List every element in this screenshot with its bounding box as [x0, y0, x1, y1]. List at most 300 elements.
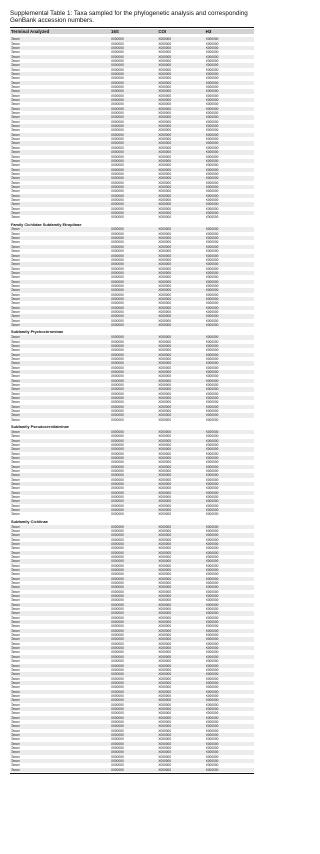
accession-cell: X000000 — [111, 533, 124, 538]
taxon-cell: Taxon — [11, 50, 20, 55]
accession-cell: X000000 — [158, 163, 172, 168]
accession-cell: X000000 — [205, 37, 219, 42]
accession-cell: X000000 — [158, 533, 172, 538]
table-section — [10, 223, 254, 328]
taxon-cell: Taxon — [11, 76, 20, 81]
accession-cell: X000000 — [158, 503, 172, 508]
taxon-cell: Taxon — [11, 460, 20, 465]
taxon-cell: Taxon — [11, 253, 20, 258]
accession-cell: X000000 — [158, 262, 172, 267]
accession-cell: X000000 — [158, 434, 172, 439]
accession-cell: X000000 — [158, 429, 172, 434]
accession-cell: X000000 — [158, 447, 172, 452]
taxon-cell: Taxon — [11, 724, 20, 729]
accession-cell: X000000 — [158, 611, 172, 616]
accession-cell: X000000 — [158, 374, 172, 379]
accession-cell: X000000 — [205, 71, 219, 76]
accession-cell: X000000 — [205, 455, 219, 460]
accession-cell: X000000 — [205, 119, 219, 124]
accession-cell: X000000 — [111, 374, 124, 379]
section-rows — [10, 37, 254, 219]
taxon-cell: Taxon — [11, 589, 20, 594]
taxon-cell: Taxon — [11, 283, 20, 288]
accession-cell: X000000 — [205, 361, 219, 366]
accession-cell: X000000 — [158, 210, 172, 215]
accession-cell: X000000 — [158, 706, 172, 711]
accession-cell: X000000 — [111, 654, 124, 659]
accession-cell: X000000 — [111, 702, 124, 707]
accession-cell: X000000 — [158, 693, 172, 698]
table-section — [10, 330, 254, 422]
accession-cell: X000000 — [111, 693, 124, 698]
accession-cell: X000000 — [111, 382, 124, 387]
taxon-cell: Taxon — [11, 356, 20, 361]
accession-cell: X000000 — [111, 754, 124, 759]
accession-cell: X000000 — [158, 85, 172, 89]
accession-cell: X000000 — [205, 698, 219, 703]
accession-cell: X000000 — [205, 746, 219, 751]
accession-cell: X000000 — [205, 468, 219, 473]
accession-cell: X000000 — [205, 253, 219, 258]
accession-cell: X000000 — [205, 567, 219, 572]
taxon-cell: Taxon — [11, 641, 20, 646]
accession-cell: X000000 — [158, 89, 172, 94]
accession-cell: X000000 — [111, 460, 124, 465]
taxon-cell: Taxon — [11, 503, 20, 508]
accession-cell: X000000 — [205, 150, 219, 155]
accession-cell: X000000 — [111, 54, 124, 59]
accession-cell: X000000 — [158, 512, 172, 517]
accession-cell: X000000 — [111, 335, 124, 340]
accession-cell: X000000 — [158, 292, 172, 297]
accession-cell: X000000 — [111, 494, 124, 499]
accession-cell: X000000 — [205, 473, 219, 478]
taxon-cell: Taxon — [11, 611, 20, 616]
accession-cell: X000000 — [205, 767, 219, 772]
accession-cell: X000000 — [158, 572, 172, 577]
accession-cell: X000000 — [158, 257, 172, 262]
accession-cell: X000000 — [111, 750, 124, 755]
accession-cell: X000000 — [111, 296, 124, 301]
accession-cell: X000000 — [111, 417, 124, 422]
accession-cell: X000000 — [205, 137, 219, 142]
accession-cell: X000000 — [205, 206, 219, 211]
accession-cell: X000000 — [158, 646, 172, 651]
taxon-cell: Taxon — [11, 93, 20, 98]
accession-cell: X000000 — [111, 158, 124, 163]
accession-cell: X000000 — [205, 292, 219, 297]
taxon-cell: Taxon — [11, 451, 20, 456]
accession-cell: X000000 — [111, 63, 124, 68]
accession-cell: X000000 — [111, 650, 124, 655]
accession-cell: X000000 — [205, 733, 219, 737]
accession-cell: X000000 — [205, 106, 219, 111]
accession-cell: X000000 — [111, 391, 124, 396]
accession-cell: X000000 — [205, 270, 219, 275]
table-row — [10, 215, 254, 219]
accession-cell: X000000 — [205, 654, 219, 659]
accession-cell: X000000 — [205, 63, 219, 68]
accession-cell: X000000 — [111, 253, 124, 258]
taxon-cell: Taxon — [11, 633, 20, 638]
section-rows — [10, 227, 254, 327]
accession-cell: X000000 — [111, 184, 124, 189]
table-row — [10, 512, 254, 516]
accession-cell: X000000 — [205, 576, 219, 581]
accession-cell: X000000 — [205, 676, 219, 681]
taxon-cell: Taxon — [11, 197, 20, 202]
accession-cell: X000000 — [158, 378, 172, 383]
accession-cell: X000000 — [205, 356, 219, 361]
accession-cell: X000000 — [205, 93, 219, 98]
accession-cell: X000000 — [205, 693, 219, 698]
table-row — [10, 768, 254, 772]
accession-cell: X000000 — [205, 477, 219, 482]
taxon-cell: Taxon — [11, 750, 20, 755]
accession-cell: X000000 — [111, 292, 124, 297]
accession-cell: X000000 — [158, 663, 172, 668]
accession-cell: X000000 — [205, 41, 219, 46]
taxon-cell: Taxon — [11, 698, 20, 703]
column-header-h3: H3 — [205, 28, 212, 34]
accession-cell: X000000 — [158, 460, 172, 465]
accession-cell: X000000 — [158, 499, 172, 504]
accession-cell: X000000 — [158, 490, 172, 495]
accession-cell: X000000 — [111, 314, 124, 319]
accession-cell: X000000 — [111, 89, 124, 94]
taxon-cell: Taxon — [11, 348, 20, 353]
accession-cell: X000000 — [205, 451, 219, 456]
accession-cell: X000000 — [111, 85, 124, 89]
accession-cell: X000000 — [205, 611, 219, 616]
taxon-cell: Taxon — [11, 80, 20, 85]
taxon-cell: Taxon — [11, 395, 20, 400]
taxon-cell: Taxon — [11, 598, 20, 603]
accession-cell: X000000 — [205, 494, 219, 499]
accession-cell: X000000 — [158, 442, 172, 447]
accession-cell: X000000 — [158, 494, 172, 499]
taxon-cell: Taxon — [11, 559, 20, 564]
accession-cell: X000000 — [205, 124, 219, 129]
accession-cell: X000000 — [111, 598, 124, 603]
accession-cell: X000000 — [158, 206, 172, 211]
taxon-cell: Taxon — [11, 594, 20, 598]
table-row — [10, 418, 254, 422]
accession-cell: X000000 — [158, 132, 172, 137]
accession-cell: X000000 — [111, 413, 124, 418]
accession-cell: X000000 — [158, 41, 172, 46]
accession-cell: X000000 — [158, 309, 172, 314]
accession-cell: X000000 — [205, 413, 219, 418]
accession-cell: X000000 — [158, 528, 172, 533]
taxon-cell: Taxon — [11, 637, 20, 642]
accession-cell: X000000 — [111, 508, 124, 513]
taxon-cell: Taxon — [11, 512, 20, 517]
accession-cell: X000000 — [205, 45, 219, 50]
accession-cell: X000000 — [111, 262, 124, 267]
accession-cell: X000000 — [158, 404, 172, 409]
accession-cell: X000000 — [158, 628, 172, 633]
taxon-cell: Taxon — [11, 119, 20, 124]
taxon-cell: Taxon — [11, 490, 20, 495]
accession-cell: X000000 — [205, 240, 219, 245]
accession-cell: X000000 — [205, 464, 219, 469]
taxon-cell: Taxon — [11, 728, 20, 733]
accession-cell: X000000 — [205, 442, 219, 447]
accession-cell: X000000 — [205, 524, 219, 529]
accession-cell: X000000 — [111, 580, 124, 585]
accession-cell: X000000 — [205, 374, 219, 379]
accession-cell: X000000 — [111, 763, 124, 768]
accession-cell: X000000 — [111, 567, 124, 572]
accession-cell: X000000 — [158, 37, 172, 42]
accession-cell: X000000 — [205, 335, 219, 340]
accession-cell: X000000 — [111, 206, 124, 211]
section-heading: Family Cichlidae Subfamily Etroplinae — [11, 221, 82, 227]
column-header-16s: 16S — [111, 28, 119, 34]
accession-cell: X000000 — [205, 759, 219, 764]
accession-cell: X000000 — [205, 641, 219, 646]
accession-cell: X000000 — [158, 111, 172, 116]
accession-cell: X000000 — [158, 296, 172, 301]
section-rows — [10, 430, 254, 517]
accession-cell: X000000 — [205, 348, 219, 353]
accession-cell: X000000 — [111, 641, 124, 646]
taxon-cell: Taxon — [11, 438, 20, 443]
accession-cell: X000000 — [111, 361, 124, 366]
accession-cell: X000000 — [111, 685, 124, 690]
accession-cell: X000000 — [111, 585, 124, 590]
accession-cell: X000000 — [205, 378, 219, 383]
accession-cell: X000000 — [158, 323, 172, 328]
taxon-cell: Taxon — [11, 292, 20, 297]
table-section — [10, 37, 254, 219]
taxon-cell: Taxon — [11, 508, 20, 513]
accession-cell: X000000 — [205, 189, 219, 194]
accession-cell: X000000 — [205, 314, 219, 319]
accession-cell: X000000 — [205, 447, 219, 452]
taxon-cell: Taxon — [11, 106, 20, 111]
taxon-cell: Taxon — [11, 447, 20, 452]
accession-cell: X000000 — [111, 503, 124, 508]
accession-cell: X000000 — [111, 733, 124, 737]
accession-cell: X000000 — [111, 80, 124, 85]
accession-cell: X000000 — [158, 202, 172, 207]
accession-cell: X000000 — [111, 244, 124, 249]
accession-cell: X000000 — [205, 554, 219, 559]
taxon-cell: Taxon — [11, 685, 20, 690]
taxon-cell: Taxon — [11, 111, 20, 116]
section-rows — [10, 335, 254, 422]
accession-cell: X000000 — [158, 767, 172, 772]
accession-cell: X000000 — [158, 413, 172, 418]
accession-cell: X000000 — [111, 646, 124, 651]
accession-cell: X000000 — [158, 607, 172, 612]
accession-cell: X000000 — [111, 724, 124, 729]
accession-cell: X000000 — [205, 541, 219, 546]
accession-cell: X000000 — [111, 468, 124, 473]
accession-cell: X000000 — [205, 339, 219, 344]
taxon-cell: Taxon — [11, 576, 20, 581]
bottom-rule — [10, 773, 254, 774]
section-heading: Subfamily Cichlinae — [11, 518, 48, 524]
accession-cell: X000000 — [111, 215, 124, 220]
accession-cell: X000000 — [205, 67, 219, 72]
accession-cell: X000000 — [158, 733, 172, 737]
accession-cell: X000000 — [158, 270, 172, 275]
taxon-cell: Taxon — [11, 746, 20, 751]
taxon-cell: Taxon — [11, 654, 20, 659]
taxon-cell: Taxon — [11, 689, 20, 694]
top-rule — [10, 27, 254, 28]
accession-cell: X000000 — [111, 572, 124, 577]
accession-cell: X000000 — [111, 633, 124, 638]
accession-cell: X000000 — [111, 387, 124, 392]
section-heading: Subfamily Pseudocrenilabrinae — [11, 424, 69, 430]
taxon-cell: Taxon — [11, 262, 20, 267]
taxon-cell: Taxon — [11, 339, 20, 344]
accession-cell: X000000 — [158, 750, 172, 755]
accession-cell: X000000 — [111, 343, 124, 348]
accession-cell: X000000 — [111, 728, 124, 733]
accession-cell: X000000 — [111, 119, 124, 124]
taxon-cell: Taxon — [11, 646, 20, 651]
accession-cell: X000000 — [205, 499, 219, 504]
table-header — [10, 29, 254, 34]
accession-cell: X000000 — [205, 503, 219, 508]
accession-cell: X000000 — [158, 715, 172, 720]
taxon-cell: Taxon — [11, 189, 20, 194]
accession-cell: X000000 — [158, 580, 172, 585]
taxon-cell: Taxon — [11, 567, 20, 572]
section-heading: Subfamily Ptychochrominae — [11, 329, 64, 335]
accession-cell: X000000 — [158, 598, 172, 603]
accession-cell: X000000 — [111, 667, 124, 672]
taxon-cell: Taxon — [11, 257, 20, 262]
taxon-cell: Taxon — [11, 672, 20, 677]
accession-cell: X000000 — [111, 719, 124, 724]
accession-cell: X000000 — [158, 391, 172, 396]
accession-cell: X000000 — [158, 361, 172, 366]
accession-cell: X000000 — [158, 80, 172, 85]
accession-cell: X000000 — [111, 137, 124, 142]
accession-cell: X000000 — [205, 343, 219, 348]
taxon-cell: Taxon — [11, 124, 20, 129]
accession-cell: X000000 — [158, 728, 172, 733]
taxon-cell: Taxon — [11, 486, 20, 491]
taxon-cell: Taxon — [11, 115, 20, 120]
accession-cell: X000000 — [111, 128, 124, 133]
taxon-cell: Taxon — [11, 210, 20, 215]
taxon-cell: Taxon — [11, 620, 20, 625]
taxon-cell: Taxon — [11, 585, 20, 590]
accession-cell: X000000 — [205, 672, 219, 677]
taxon-cell: Taxon — [11, 546, 20, 551]
taxon-cell: Taxon — [11, 176, 20, 181]
accession-cell: X000000 — [205, 585, 219, 590]
accession-cell: X000000 — [158, 93, 172, 98]
taxon-cell: Taxon — [11, 58, 20, 63]
taxon-cell: Taxon — [11, 102, 20, 107]
accession-cell: X000000 — [205, 167, 219, 172]
accession-cell: X000000 — [111, 202, 124, 207]
accession-cell: X000000 — [158, 335, 172, 340]
taxon-cell: Taxon — [11, 279, 20, 284]
column-header-coi: COI — [158, 28, 167, 34]
taxon-cell: Taxon — [11, 464, 20, 469]
accession-cell: X000000 — [111, 737, 124, 742]
accession-cell: X000000 — [111, 404, 124, 409]
accession-cell: X000000 — [158, 141, 172, 146]
accession-cell: X000000 — [205, 528, 219, 533]
accession-cell: X000000 — [158, 115, 172, 120]
accession-cell: X000000 — [158, 689, 172, 694]
table-body — [10, 37, 254, 772]
accession-cell: X000000 — [205, 580, 219, 585]
accession-cell: X000000 — [205, 141, 219, 146]
taxon-cell: Taxon — [11, 150, 20, 155]
accession-cell: X000000 — [158, 356, 172, 361]
accession-cell: X000000 — [158, 438, 172, 443]
taxon-cell: Taxon — [11, 270, 20, 275]
accession-cell: X000000 — [205, 719, 219, 724]
accession-cell: X000000 — [205, 279, 219, 284]
accession-cell: X000000 — [205, 365, 219, 370]
accession-cell: X000000 — [111, 132, 124, 137]
accession-cell: X000000 — [111, 615, 124, 620]
accession-cell: X000000 — [158, 589, 172, 594]
accession-cell: X000000 — [205, 728, 219, 733]
accession-cell: X000000 — [158, 197, 172, 202]
section-rows — [10, 525, 254, 773]
accession-cell: X000000 — [205, 283, 219, 288]
accession-cell: X000000 — [111, 400, 124, 405]
accession-cell: X000000 — [205, 685, 219, 690]
taxon-cell: Taxon — [11, 249, 20, 254]
accession-cell: X000000 — [111, 150, 124, 155]
accession-cell: X000000 — [111, 283, 124, 288]
accession-cell: X000000 — [111, 637, 124, 642]
accession-cell: X000000 — [111, 524, 124, 529]
accession-cell: X000000 — [205, 438, 219, 443]
accession-cell: X000000 — [111, 473, 124, 478]
taxon-cell: Taxon — [11, 533, 20, 538]
accession-cell: X000000 — [158, 541, 172, 546]
accession-cell: X000000 — [111, 236, 124, 241]
accession-cell: X000000 — [205, 486, 219, 491]
accession-cell: X000000 — [205, 400, 219, 405]
accession-cell: X000000 — [158, 227, 172, 232]
accession-cell: X000000 — [205, 563, 219, 568]
accession-cell: X000000 — [111, 37, 124, 42]
accession-cell: X000000 — [158, 667, 172, 672]
accession-cell: X000000 — [205, 490, 219, 495]
accession-cell: X000000 — [205, 244, 219, 249]
taxon-cell: Taxon — [11, 494, 20, 499]
accession-cell: X000000 — [158, 45, 172, 50]
accession-cell: X000000 — [205, 54, 219, 59]
accession-cell: X000000 — [111, 58, 124, 63]
accession-cell: X000000 — [111, 167, 124, 172]
accession-cell: X000000 — [158, 382, 172, 387]
accession-cell: X000000 — [111, 275, 124, 280]
accession-cell: X000000 — [205, 115, 219, 120]
taxon-cell: Taxon — [11, 305, 20, 310]
accession-cell: X000000 — [111, 93, 124, 98]
table-section — [10, 425, 254, 517]
accession-cell: X000000 — [111, 115, 124, 120]
taxon-cell: Taxon — [11, 236, 20, 241]
